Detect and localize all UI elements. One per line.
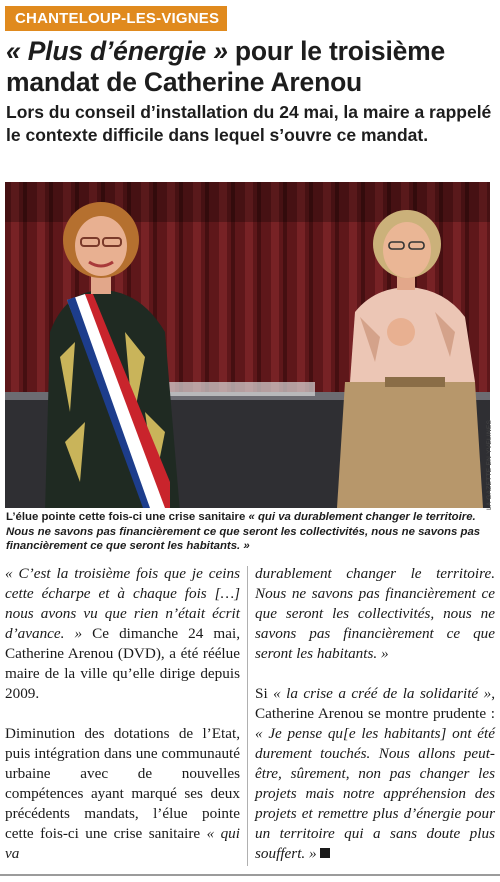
paragraph [5,564,240,704]
article-photo [5,182,490,508]
quote: durablement changer le territoire. Nous ne savons pas financièrement ce que seront les collectivités, nous ne savons pas financièrement ce que seront les habitants. » [255,565,495,662]
text: , Catherine Arenou se montre prudente : [255,685,495,722]
paragraph [255,684,495,864]
paragraph [255,564,495,664]
end-mark-icon [320,848,330,858]
quote: « Je pense qu[e les habitants] ont été durement touchés. Nous allons peut-être, sûrement, non pas changer les projets mais notre appréhension des projets et remettre plus d’énergie pour un territoire qui a sans doute plus souffert. » [255,725,495,862]
caption-quote: « qui va durablement changer le territoire. Nous ne savons pas financièrement ce que seront les collectivités, nous ne savons pas financièrement ce que seront les habitants. » [6,511,481,552]
standfirst: Lors du conseil d’installation du 24 mai, la maire a rappelé le contexte difficile dans lequel s’ouvre ce mandat. [6,102,492,145]
body-column-2 [255,564,495,882]
paragraph [5,724,240,864]
headline-quote: « Plus d’énergie » [6,36,228,66]
section-kicker: CHANTELOUP-LES-VIGNES [5,6,227,31]
headline [6,36,496,98]
bottom-rule [0,874,500,876]
quote: « qui va [5,825,240,862]
text: Diminution des dotations de l’Etat, puis intégration dans une communauté urbaine avec de nouvelles compétences ayant marqué ses deux précédents mandats, l’élue pointe cette fois-ci une crise sanitaire [5,725,240,842]
body-column-1 [5,564,240,882]
photo-caption [6,510,494,554]
quote: « C’est la troisième fois que je ceins cette écharpe et à chaque fois […] nous avons vu que rien n’était écrit d’avance. » [5,565,240,642]
text: Si [255,685,274,702]
column-divider [247,566,248,866]
photo-credit: LA GAZETTE EN YVELINES [486,419,493,510]
quote: « la crise a créé de la solidarité » [273,685,492,702]
headline-rest: pour le troisième mandat de Catherine Arenou [6,36,446,97]
text: Ce dimanche 24 mai, Catherine Arenou (DVD), a été réélue maire de la ville qu’elle dirige depuis 2009. [5,625,241,702]
photo-illustration [5,182,490,508]
caption-lead: L’élue pointe cette fois-ci une crise sanitaire [6,511,249,523]
